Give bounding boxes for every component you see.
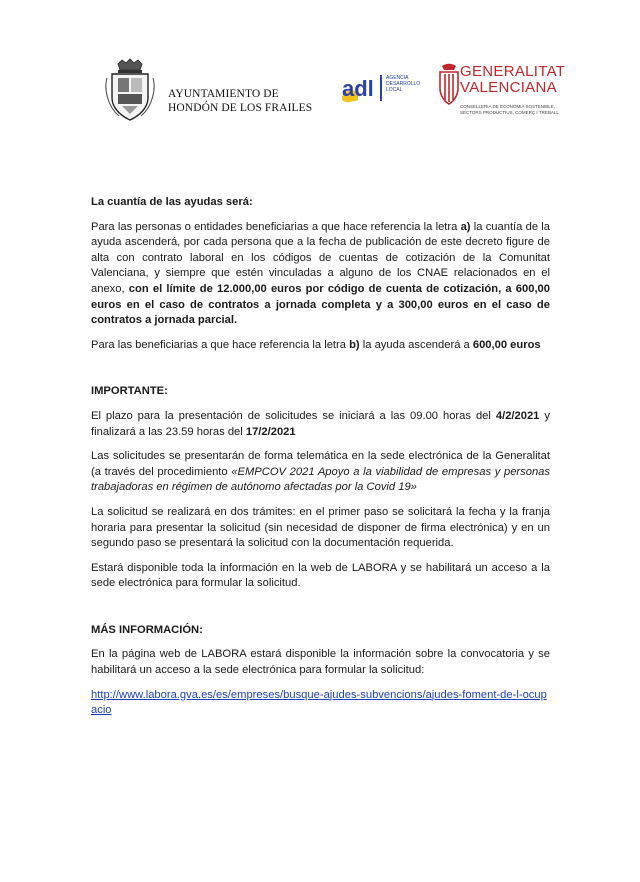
- paragraph-link: [91, 688, 550, 719]
- section-heading-importante: IMPORTANTE:: [91, 385, 168, 398]
- paragraph-tramites: La solicitud se realizará en dos trámites: en el primer paso se solicitará la fecha y la franja horaria para presentar la solicitud (sin necesidad de disponer de firma electrónica) y en un segundo paso se presentará la solicitud con la documentación requerida.: [91, 505, 550, 550]
- adl-logo-text: adl: [342, 76, 374, 101]
- section-heading-cuantia: La cuantía de las ayudas será:: [91, 196, 253, 208]
- paragraph-procedimiento: Las solicitudes se presentarán de forma telemática en la sede electrónica de la Generalitat (a través del procedimiento «EMPCOV 2021 Apoyo a la viabilidad de empresas y personas trabajadoras en régimen de autónomo afectadas por la Covid 19»: [91, 450, 550, 494]
- section-heading-mas-informacion: MÁS INFORMACIÓN:: [91, 623, 203, 636]
- labora-link[interactable]: http://www.labora.gva.es/es/empreses/busque-ajudes-subvencions/ajudes-foment-de-l-ocupacio: [91, 688, 547, 717]
- municipality-name: [168, 87, 312, 115]
- generalitat-line-2: VALENCIANA: [460, 79, 557, 96]
- generalitat-emblem-icon: [436, 62, 462, 108]
- paragraph-mas-informacion: En la página web de LABORA estará disponible la información sobre la convocatoria y se habilitará un acceso a la sede electrónica para formular la solicitud:: [91, 648, 550, 677]
- paragraph-cuantia-a: Para las personas o entidades beneficiarias a que hace referencia la letra a) la cuantía de la ayuda ascenderá, por cada persona que a la fecha de publicación de este decreto figure de alta con contrato laboral en los códigos de cuentas de cotización de la Comunitat Valenciana, y siempre que estén vinculadas a alguno de los CNAE relacionados en el anexo, con el límite de 12.000,00 euros por código de cuenta de cotización, a 600,00 euros en el caso de contratos a jornada completa y a 300,00 euros en el caso de contratos a jornada parcial.: [91, 220, 550, 327]
- conselleria-caption: CONSELLERIA DE ECONOMIA SOSTENIBLE, SECTORS PRODUCTIUS, COMERÇ I TREBALL: [460, 104, 559, 115]
- generalitat-name: [460, 64, 565, 96]
- coat-of-arms-logo: [104, 58, 156, 122]
- generalitat-line-1: GENERALITAT: [460, 63, 566, 80]
- paragraph-cuantia-b: Para las beneficiarias a que hace referencia la letra b) la ayuda ascenderá a 600,00 euros: [91, 338, 541, 351]
- municipality-line-2: HONDÓN DE LOS FRAILES: [168, 102, 313, 114]
- municipality-line-1: AYUNTAMIENTO DE: [168, 88, 279, 100]
- adl-caption: AGENCIA DESARROLLO LOCAL: [386, 75, 421, 93]
- paragraph-plazo: El plazo para la presentación de solicitudes se iniciará a las 09.00 horas del 4/2/2021 y finalizará a las 23.59 horas del 17/2/2021: [91, 409, 550, 438]
- document-body: [91, 195, 550, 728]
- paragraph-labora-info: Estará disponible toda la información en la web de LABORA y se habilitará un acceso a la sede electrónica para formular la solicitud.: [91, 561, 550, 590]
